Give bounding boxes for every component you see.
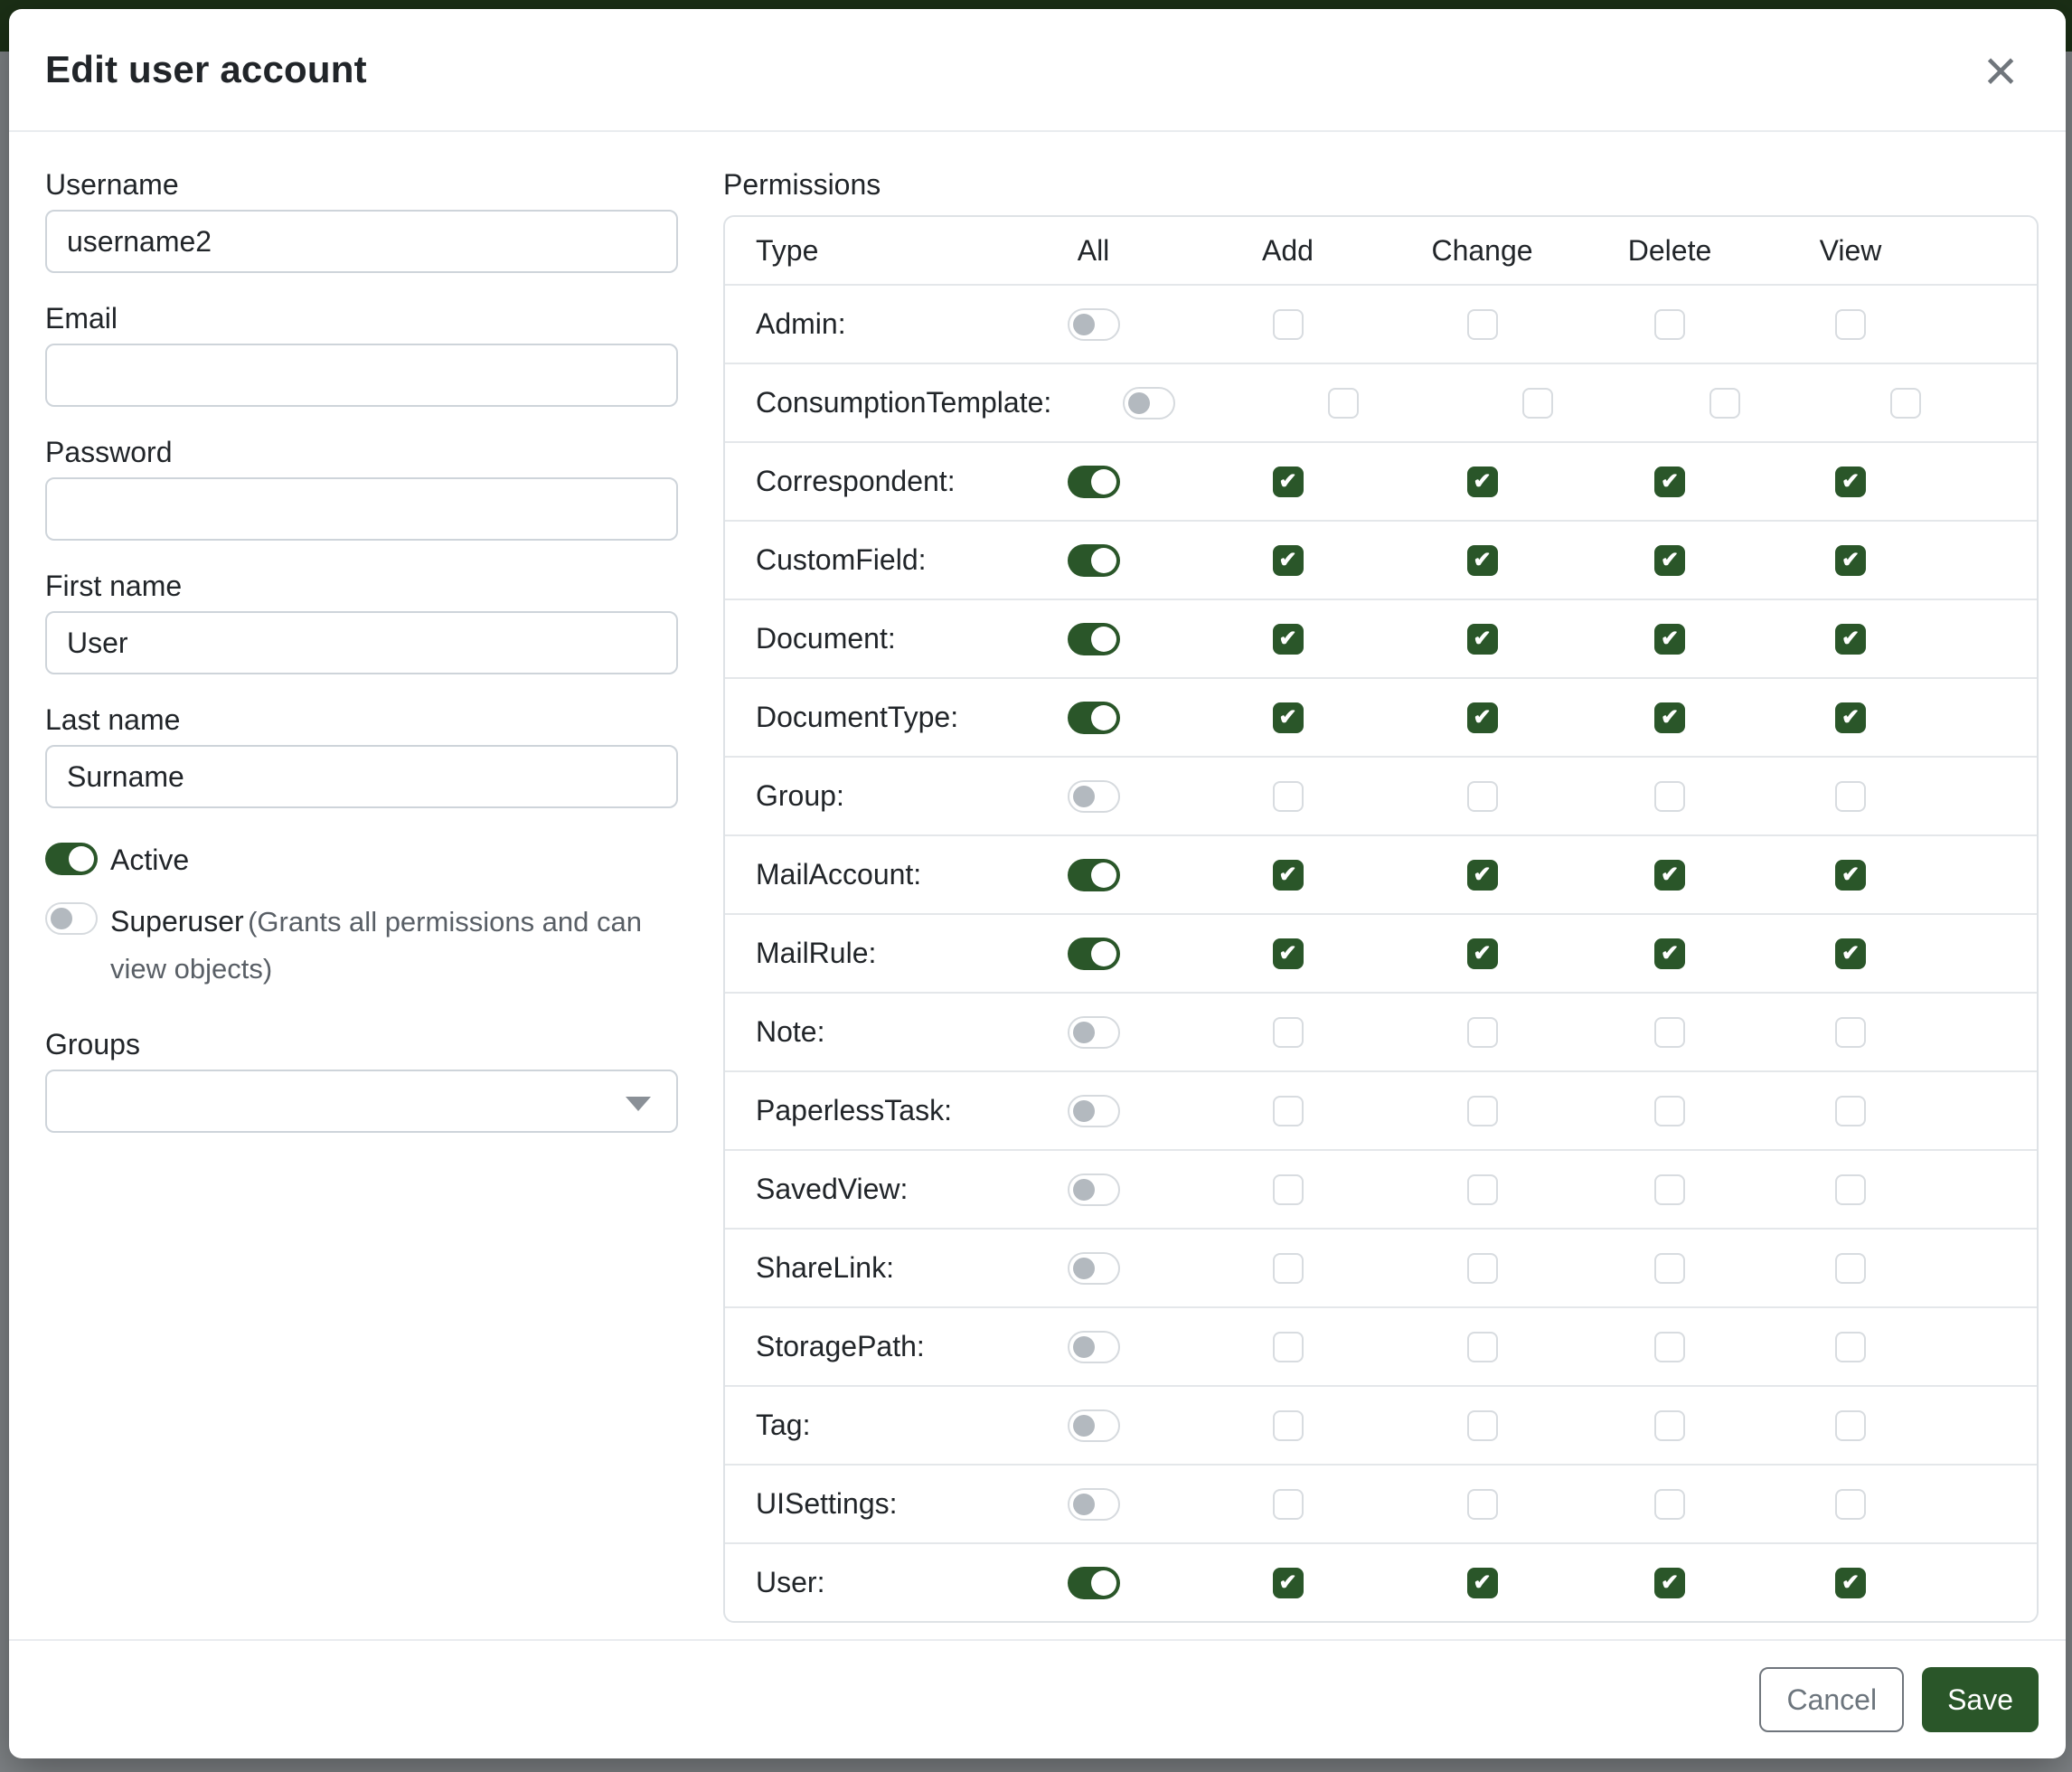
permission-add-checkbox[interactable]	[1273, 781, 1304, 812]
modal-body	[9, 132, 2066, 1639]
permission-type-label: Note:	[756, 1015, 825, 1048]
caret-down-icon	[626, 1097, 651, 1111]
column-header-view: View	[1819, 233, 1882, 267]
permission-type-label: DocumentType:	[756, 701, 959, 733]
permission-delete-checkbox[interactable]	[1654, 1174, 1685, 1205]
permission-change-checkbox[interactable]	[1467, 1253, 1498, 1284]
permission-all-toggle[interactable]	[1068, 1567, 1120, 1599]
permission-change-checkbox[interactable]: ✔	[1467, 702, 1498, 733]
permission-type-label: UISettings:	[756, 1487, 898, 1520]
permission-all-toggle[interactable]	[1068, 1488, 1120, 1521]
permission-row	[725, 756, 2037, 834]
permission-all-toggle[interactable]	[1068, 1409, 1120, 1442]
permission-add-checkbox[interactable]	[1273, 1017, 1304, 1048]
permission-type-label: MailAccount:	[756, 858, 922, 891]
permission-all-toggle[interactable]	[1068, 544, 1120, 577]
permission-add-checkbox[interactable]	[1273, 1489, 1304, 1520]
cancel-button[interactable]: Cancel	[1759, 1667, 1904, 1732]
permission-all-toggle[interactable]	[1068, 308, 1120, 341]
permission-change-checkbox[interactable]	[1467, 1410, 1498, 1441]
permission-row	[725, 441, 2037, 520]
permission-type-label: PaperlessTask:	[756, 1094, 952, 1126]
username-input[interactable]	[45, 210, 678, 273]
superuser-label: Superuser	[110, 905, 244, 938]
permission-add-checkbox[interactable]: ✔	[1273, 624, 1304, 655]
permission-type-label: Document:	[756, 622, 896, 655]
permission-type-label: StoragePath:	[756, 1330, 925, 1362]
permission-all-toggle[interactable]	[1068, 1252, 1120, 1285]
permission-row	[725, 992, 2037, 1070]
permission-change-checkbox[interactable]	[1467, 781, 1498, 812]
last-name-label: Last name	[45, 703, 181, 736]
permission-view-checkbox[interactable]	[1835, 781, 1866, 812]
permission-add-checkbox[interactable]	[1273, 1096, 1304, 1126]
column-header-type: Type	[756, 233, 819, 267]
permission-all-toggle[interactable]	[1068, 623, 1120, 655]
permission-add-checkbox[interactable]	[1273, 309, 1304, 340]
permission-change-checkbox[interactable]	[1467, 1489, 1498, 1520]
permission-row	[725, 520, 2037, 599]
permission-all-toggle[interactable]	[1068, 938, 1120, 970]
groups-select[interactable]	[45, 1070, 678, 1133]
permissions-header-row	[725, 217, 2037, 284]
permission-view-checkbox[interactable]: ✔	[1835, 702, 1866, 733]
permission-all-toggle[interactable]	[1068, 780, 1120, 813]
permission-view-checkbox[interactable]: ✔	[1835, 467, 1866, 497]
permission-row	[725, 1542, 2037, 1621]
permission-delete-checkbox[interactable]: ✔	[1654, 702, 1685, 733]
permission-row	[725, 1385, 2037, 1464]
email-field-group	[45, 302, 680, 407]
permission-row	[725, 1070, 2037, 1149]
email-field[interactable]	[45, 344, 678, 407]
password-field[interactable]	[45, 477, 678, 541]
permission-add-checkbox[interactable]	[1273, 1332, 1304, 1362]
first-name-field[interactable]	[45, 611, 678, 674]
save-button[interactable]: Save	[1922, 1667, 2039, 1732]
permission-all-toggle[interactable]	[1068, 1173, 1120, 1206]
superuser-toggle[interactable]	[45, 902, 98, 935]
edit-user-modal	[9, 9, 2066, 1758]
permissions-rows	[725, 284, 2037, 1621]
permission-type-label: Group:	[756, 779, 844, 812]
permission-change-checkbox[interactable]	[1467, 1174, 1498, 1205]
permission-all-toggle[interactable]	[1068, 859, 1120, 891]
permission-type-label: ShareLink:	[756, 1251, 894, 1284]
permission-type-label: Admin:	[756, 307, 846, 340]
permission-all-toggle[interactable]	[1068, 466, 1120, 498]
permissions-label: Permissions	[723, 168, 881, 201]
permission-change-checkbox[interactable]	[1467, 1017, 1498, 1048]
permission-add-checkbox[interactable]	[1273, 1410, 1304, 1441]
permission-add-checkbox[interactable]	[1273, 1253, 1304, 1284]
permission-view-checkbox[interactable]	[1835, 1410, 1866, 1441]
modal-title: Edit user account	[45, 48, 367, 90]
permission-delete-checkbox[interactable]	[1709, 388, 1740, 419]
permission-add-checkbox[interactable]: ✔	[1273, 860, 1304, 891]
permission-view-checkbox[interactable]: ✔	[1835, 545, 1866, 576]
permission-all-toggle[interactable]	[1123, 387, 1175, 419]
first-name-label: First name	[45, 570, 183, 602]
column-header-delete: Delete	[1627, 233, 1712, 267]
permission-view-checkbox[interactable]: ✔	[1835, 624, 1866, 655]
permission-change-checkbox[interactable]: ✔	[1467, 1568, 1498, 1598]
modal-footer	[9, 1639, 2066, 1758]
permission-type-label: SavedView:	[756, 1173, 909, 1205]
permissions-section	[723, 168, 2039, 1630]
username-field-group	[45, 168, 680, 273]
active-toggle[interactable]	[45, 843, 98, 875]
active-toggle-row	[45, 841, 680, 879]
permission-all-toggle[interactable]	[1068, 702, 1120, 734]
column-header-add: Add	[1262, 233, 1314, 267]
permission-view-checkbox[interactable]	[1835, 1096, 1866, 1126]
superuser-hint: (Grants all permissions and can view objects)	[110, 906, 643, 985]
permission-change-checkbox[interactable]	[1522, 388, 1553, 419]
permission-row	[725, 1228, 2037, 1306]
permission-view-checkbox[interactable]: ✔	[1835, 860, 1866, 891]
permission-row	[725, 1306, 2037, 1385]
active-label: Active	[110, 844, 190, 876]
permission-delete-checkbox[interactable]	[1654, 1410, 1685, 1441]
permission-delete-checkbox[interactable]: ✔	[1654, 1568, 1685, 1598]
permission-change-checkbox[interactable]	[1467, 1096, 1498, 1126]
permission-add-checkbox[interactable]: ✔	[1273, 702, 1304, 733]
permission-type-label: CustomField:	[756, 543, 927, 576]
password-field-group	[45, 436, 680, 541]
permission-view-checkbox[interactable]: ✔	[1835, 938, 1866, 969]
permission-add-checkbox[interactable]	[1328, 388, 1359, 419]
permission-type-label: User:	[756, 1566, 825, 1598]
close-icon[interactable]: ×	[1963, 33, 2039, 108]
permission-row	[725, 363, 2037, 441]
permission-delete-checkbox[interactable]: ✔	[1654, 938, 1685, 969]
permission-row	[725, 1149, 2037, 1228]
permission-change-checkbox[interactable]: ✔	[1467, 938, 1498, 969]
permission-delete-checkbox[interactable]	[1654, 1489, 1685, 1520]
last-name-field-group	[45, 703, 680, 808]
permission-change-checkbox[interactable]: ✔	[1467, 545, 1498, 576]
permission-delete-checkbox[interactable]: ✔	[1654, 624, 1685, 655]
permission-change-checkbox[interactable]: ✔	[1467, 624, 1498, 655]
permission-row	[725, 834, 2037, 913]
first-name-field-group	[45, 570, 680, 674]
superuser-toggle-row	[45, 900, 680, 995]
user-form	[36, 168, 680, 1630]
permission-row	[725, 284, 2037, 363]
permission-change-checkbox[interactable]	[1467, 309, 1498, 340]
permission-all-toggle[interactable]	[1068, 1331, 1120, 1363]
groups-field-group	[45, 1028, 680, 1133]
permission-view-checkbox[interactable]	[1835, 309, 1866, 340]
permission-add-checkbox[interactable]: ✔	[1273, 467, 1304, 497]
permission-add-checkbox[interactable]: ✔	[1273, 545, 1304, 576]
permission-delete-checkbox[interactable]	[1654, 309, 1685, 340]
permission-view-checkbox[interactable]	[1890, 388, 1921, 419]
permission-delete-checkbox[interactable]: ✔	[1654, 860, 1685, 891]
permission-view-checkbox[interactable]	[1835, 1332, 1866, 1362]
permission-add-checkbox[interactable]	[1273, 1174, 1304, 1205]
permission-row	[725, 913, 2037, 992]
permission-type-label: ConsumptionTemplate:	[756, 386, 1052, 419]
permission-view-checkbox[interactable]	[1835, 1174, 1866, 1205]
permission-all-toggle[interactable]	[1068, 1016, 1120, 1049]
permission-type-label: Tag:	[756, 1409, 811, 1441]
permission-delete-checkbox[interactable]	[1654, 1096, 1685, 1126]
permission-row	[725, 599, 2037, 677]
permission-delete-checkbox[interactable]	[1654, 1253, 1685, 1284]
modal-header	[9, 9, 2066, 132]
permission-delete-checkbox[interactable]	[1654, 781, 1685, 812]
password-label: Password	[45, 436, 173, 468]
username-label: Username	[45, 168, 179, 201]
permission-view-checkbox[interactable]	[1835, 1489, 1866, 1520]
permission-delete-checkbox[interactable]	[1654, 1017, 1685, 1048]
permission-view-checkbox[interactable]	[1835, 1253, 1866, 1284]
permission-change-checkbox[interactable]: ✔	[1467, 860, 1498, 891]
permission-view-checkbox[interactable]	[1835, 1017, 1866, 1048]
permission-type-label: Correspondent:	[756, 465, 956, 497]
permission-delete-checkbox[interactable]	[1654, 1332, 1685, 1362]
email-label: Email	[45, 302, 118, 335]
column-header-change: Change	[1431, 233, 1533, 267]
last-name-field[interactable]	[45, 745, 678, 808]
permission-change-checkbox[interactable]	[1467, 1332, 1498, 1362]
superuser-text	[110, 900, 653, 995]
column-header-all: All	[1077, 233, 1110, 267]
permission-type-label: MailRule:	[756, 937, 877, 969]
permission-add-checkbox[interactable]: ✔	[1273, 1568, 1304, 1598]
permission-row	[725, 1464, 2037, 1542]
permission-delete-checkbox[interactable]: ✔	[1654, 467, 1685, 497]
groups-label: Groups	[45, 1028, 140, 1060]
permission-view-checkbox[interactable]: ✔	[1835, 1568, 1866, 1598]
permission-all-toggle[interactable]	[1068, 1095, 1120, 1127]
permission-add-checkbox[interactable]: ✔	[1273, 938, 1304, 969]
permission-row	[725, 677, 2037, 756]
permission-change-checkbox[interactable]: ✔	[1467, 467, 1498, 497]
permissions-table	[723, 215, 2039, 1623]
permission-delete-checkbox[interactable]: ✔	[1654, 545, 1685, 576]
